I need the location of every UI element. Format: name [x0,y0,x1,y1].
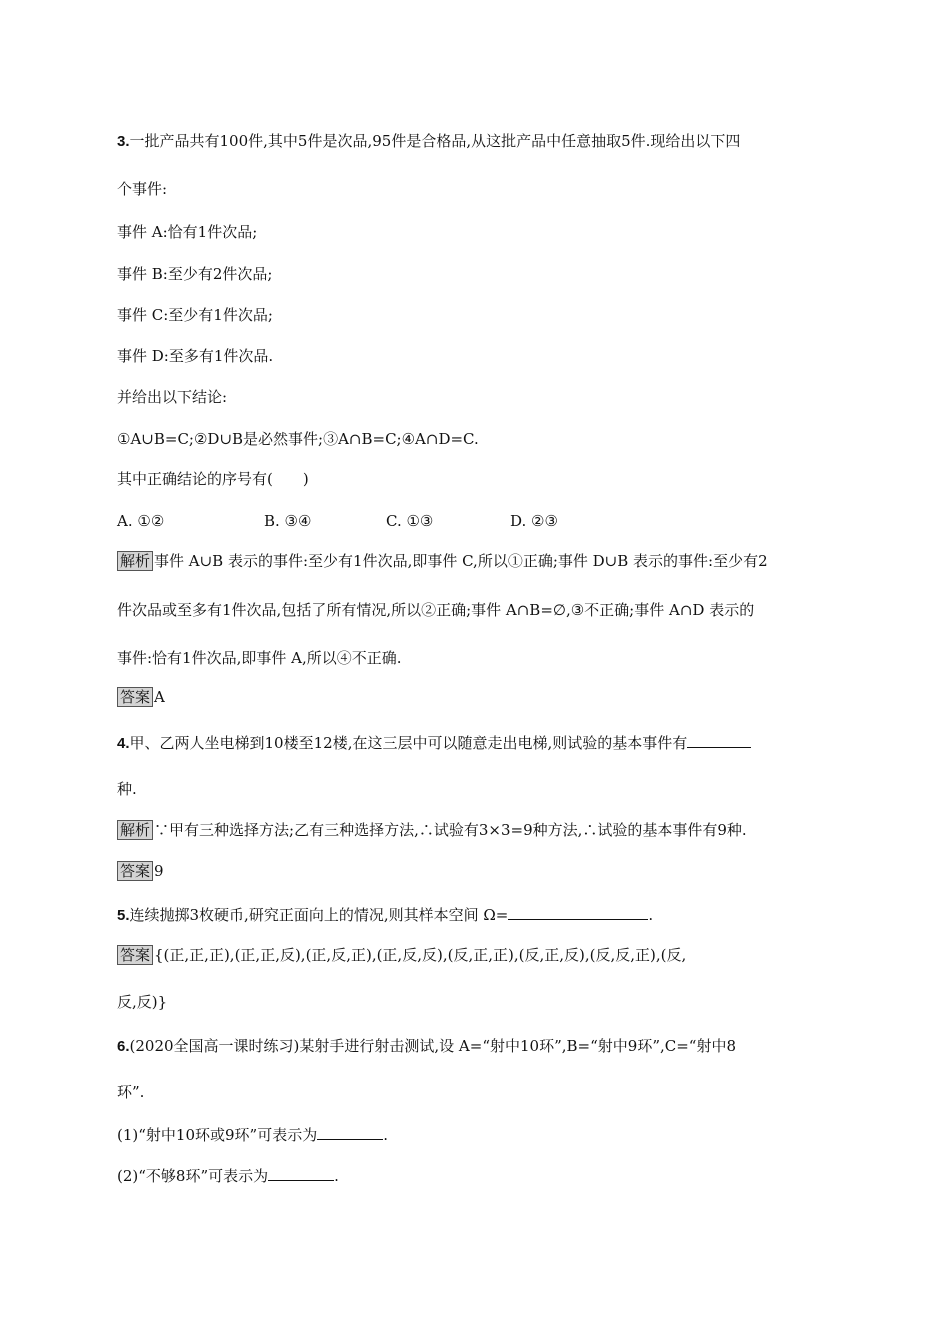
analysis-tag: 解析 [117,551,153,571]
q5-number: 5. [117,907,130,924]
q3-option-d: D. ②③ [510,512,558,530]
q6-stem-line2: 环”. [117,1083,145,1101]
q4-answer: 答案 9 [117,860,850,882]
q4-stem-line2: 种. [117,780,137,798]
q3-stem-line1: 3.一批产品共有100件,其中5件是次品,95件是合格品,从这批产品中任意抽取5件.现给出以下四 [117,132,741,150]
q3-event-a: 事件 A:恰有1件次品; [117,223,258,241]
q3-event-d: 事件 D:至多有1件次品. [117,347,274,365]
q3-option-b: B. ③④ [264,512,312,530]
q4-analysis: 解析 ∵甲有三种选择方法;乙有三种选择方法,∴试验有3×3=9种方法,∴试验的基本事件有9种. [117,819,850,841]
q3-analysis-line2: 件次品或至多有1件次品,包括了所有情况,所以②正确;事件 A∩B=∅,③不正确;事件 A∩D 表示的 [117,601,755,619]
q5-answer-line1: 答案 {(正,正,正),(正,正,反),(正,反,正),(正,反,反),(反,正,正),(反,正,反),(反,反,正),(反, [117,944,850,966]
answer-tag: 答案 [117,945,153,965]
q5-answer-line2: 反,反)} [117,993,168,1011]
q3-conclusions: ①A∪B=C;②D∪B是必然事件;③A∩B=C;④A∩D=C. [117,430,479,448]
q6-number: 6. [117,1038,130,1055]
q4-stem-line1: 4.甲、乙两人坐电梯到10楼至12楼,在这三层中可以随意走出电梯,则试验的基本事件有 [117,731,850,755]
q4-blank[interactable] [687,731,751,748]
q3-analysis-line1: 解析 事件 A∪B 表示的事件:至少有1件次品,即事件 C,所以①正确;事件 D∪B 表示的事件:至少有2 [117,550,850,572]
q3-event-c: 事件 C:至少有1件次品; [117,306,273,324]
q5-blank[interactable] [508,903,648,920]
q5-stem: 5.连续抛掷3枚硬币,研究正面向上的情况,则其样本空间 Ω= . [117,903,850,927]
q6-part1-blank[interactable] [317,1123,383,1140]
analysis-tag: 解析 [117,820,153,840]
q3-event-b: 事件 B:至少有2件次品; [117,265,273,283]
q6-part1: (1)“射中10环或9环”可表示为 . [117,1123,850,1146]
q3-option-a: A. ①② [117,512,165,530]
q3-answer: 答案 A [117,686,850,708]
q6-part2-blank[interactable] [268,1164,334,1181]
q3-option-c: C. ①③ [386,512,434,530]
q3-number: 3. [117,133,130,150]
q3-stem-line2: 个事件: [117,180,168,198]
answer-tag: 答案 [117,861,153,881]
q4-number: 4. [117,735,130,752]
q6-stem-line1: 6.(2020全国高一课时练习)某射手进行射击测试,设 A=“射中10环”,B=“射中9环”,C=“射中8 [117,1037,737,1055]
answer-tag: 答案 [117,687,153,707]
q3-analysis-line3: 事件:恰有1件次品,即事件 A,所以④不正确. [117,649,402,667]
q6-part2: (2)“不够8环”可表示为 . [117,1164,850,1187]
q3-conclusions-intro: 并给出以下结论: [117,388,228,406]
q3-question: 其中正确结论的序号有( ) [117,470,309,488]
